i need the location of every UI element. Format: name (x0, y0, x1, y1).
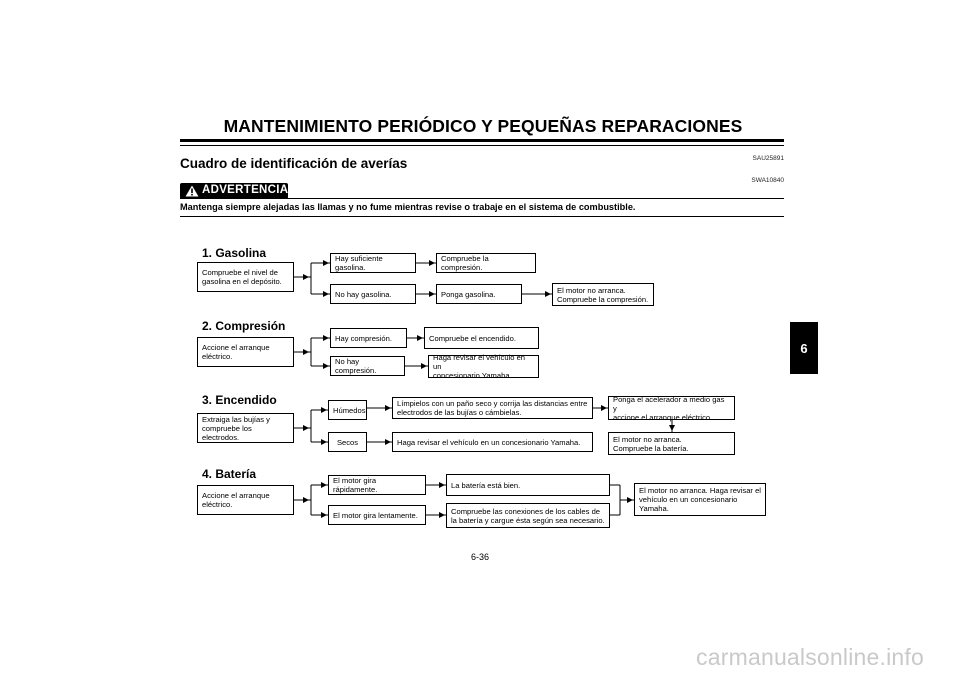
section-1-heading: 1. Gasolina (202, 246, 267, 260)
section-2-heading: 2. Compresión (202, 319, 286, 333)
watermark: carmanualsonline.info (696, 644, 924, 670)
s2-lower-result-box: Haga revisar el vehículo en un concesionario Yamaha. (428, 355, 539, 378)
section-4-heading: 4. Batería (202, 467, 257, 481)
s4-final-box: El motor no arranca. Haga revisar el vehículo en un concesionario Yamaha. (634, 483, 766, 516)
section-title: Cuadro de identificación de averías (180, 156, 408, 171)
warning-text: Mantenga siempre alejadas las llamas y no fume mientras revise o trabaje en el sistema de combustible. (180, 202, 636, 212)
page-number: 6-36 (470, 552, 489, 562)
s1-lower-result-box: El motor no arranca. Compruebe la compresión. (552, 283, 654, 306)
s3-lower-box: Secos (328, 432, 367, 452)
reference-code-2: SWA10840 (751, 177, 784, 184)
s4-start-box: Accione el arranque eléctrico. (197, 485, 294, 515)
s3-lower-result-box: Haga revisar el vehículo en un concesionario Yamaha. (392, 432, 593, 452)
s1-lower-box: No hay gasolina. (330, 284, 416, 304)
s4-lower-result-box: Compruebe las conexiones de los cables de la batería y cargue ésta según sea necesario. (446, 503, 610, 528)
s4-upper-box: El motor gira rápidamente. (328, 475, 426, 495)
s3-upper-result-box: Ponga el acelerador a medio gas y accione el arranque eléctrico. (608, 396, 735, 420)
s4-lower-box: El motor gira lentamente. (328, 505, 426, 525)
page-header-title: MANTENIMIENTO PERIÓDICO Y PEQUEÑAS REPARACIONES (223, 116, 743, 136)
s2-lower-box: No hay compresión. (330, 356, 405, 376)
s1-start-box: Compruebe el nivel de gasolina en el depósito. (197, 262, 294, 292)
chapter-tab: 6 (790, 322, 818, 374)
reference-code-1: SAU25891 (752, 155, 784, 162)
s4-upper-result-box: La batería está bien. (446, 474, 610, 496)
s1-upper-box: Hay suficiente gasolina. (330, 253, 416, 273)
warning-label: ADVERTENCIA (202, 184, 289, 196)
s2-start-box: Accione el arranque eléctrico. (197, 337, 294, 367)
s1-upper-result-box: Compruebe la compresión. (436, 253, 536, 273)
s3-upper-result2-box: El motor no arranca. Compruebe la batería. (608, 432, 735, 455)
s3-upper-box: Húmedos (328, 400, 367, 420)
s3-start-box: Extraiga las bujías y compruebe los electrodos. (197, 413, 294, 443)
s3-upper-action-box: Límpielos con un paño seco y corrija las distancias entre electrodos de las bujías o cámbielas. (392, 397, 593, 419)
section-3-heading: 3. Encendido (202, 393, 277, 407)
s2-upper-box: Hay compresión. (330, 328, 407, 348)
s1-lower-action-box: Ponga gasolina. (436, 284, 522, 304)
s2-upper-result-box: Compruebe el encendido. (424, 327, 539, 349)
